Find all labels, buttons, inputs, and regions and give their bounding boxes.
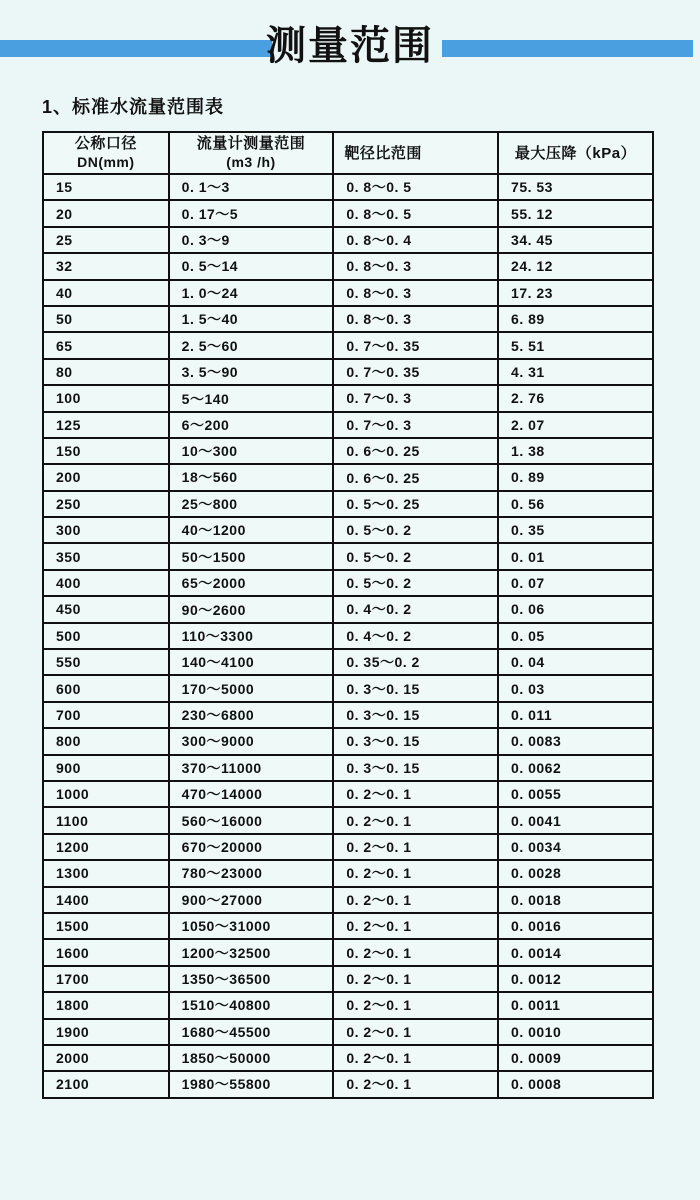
cell-nominal-diameter: 2100 — [43, 1071, 169, 1097]
cell-flow-range: 50～1500 — [169, 543, 334, 569]
cell-max-pressure-drop: 0. 0018 — [498, 887, 653, 913]
cell-target-ratio-range: 0. 2～0. 1 — [333, 1045, 498, 1071]
cell-target-ratio-range: 0. 2～0. 1 — [333, 992, 498, 1018]
cell-nominal-diameter: 500 — [43, 623, 169, 649]
table-row — [43, 596, 653, 622]
table-row — [43, 1045, 653, 1071]
cell-nominal-diameter: 125 — [43, 412, 169, 438]
cell-flow-range: 1. 5～40 — [169, 306, 334, 332]
header-flow-range-line1: 流量计测量范围 — [196, 135, 306, 152]
table-row — [43, 623, 653, 649]
cell-nominal-diameter: 200 — [43, 464, 169, 490]
cell-flow-range: 140～4100 — [169, 649, 334, 675]
cell-target-ratio-range: 0. 8～0. 3 — [333, 306, 498, 332]
cell-nominal-diameter: 25 — [43, 227, 169, 253]
cell-max-pressure-drop: 75. 53 — [498, 174, 653, 200]
cell-nominal-diameter: 65 — [43, 332, 169, 358]
cell-target-ratio-range: 0. 2～0. 1 — [333, 860, 498, 886]
table-row — [43, 543, 653, 569]
table-row — [43, 1071, 653, 1097]
table-row — [43, 860, 653, 886]
cell-max-pressure-drop: 0. 56 — [498, 491, 653, 517]
cell-nominal-diameter: 300 — [43, 517, 169, 543]
cell-nominal-diameter: 450 — [43, 596, 169, 622]
cell-max-pressure-drop: 5. 51 — [498, 332, 653, 358]
cell-flow-range: 1350～36500 — [169, 966, 334, 992]
table-row — [43, 359, 653, 385]
cell-nominal-diameter: 1200 — [43, 834, 169, 860]
cell-max-pressure-drop: 0. 0012 — [498, 966, 653, 992]
cell-nominal-diameter: 1500 — [43, 913, 169, 939]
cell-target-ratio-range: 0. 7～0. 35 — [333, 359, 498, 385]
cell-nominal-diameter: 1100 — [43, 807, 169, 833]
page-title: 测量范围 — [266, 24, 434, 68]
cell-max-pressure-drop: 0. 0034 — [498, 834, 653, 860]
table-row — [43, 966, 653, 992]
table-row — [43, 728, 653, 754]
cell-nominal-diameter: 80 — [43, 359, 169, 385]
cell-flow-range: 1510～40800 — [169, 992, 334, 1018]
cell-flow-range: 3. 5～90 — [169, 359, 334, 385]
cell-flow-range: 5～140 — [169, 385, 334, 411]
cell-max-pressure-drop: 0. 0016 — [498, 913, 653, 939]
cell-max-pressure-drop: 0. 04 — [498, 649, 653, 675]
cell-target-ratio-range: 0. 3～0. 15 — [333, 702, 498, 728]
cell-max-pressure-drop: 0. 0009 — [498, 1045, 653, 1071]
cell-target-ratio-range: 0. 6～0. 25 — [333, 438, 498, 464]
title-banner — [0, 0, 700, 80]
cell-flow-range: 560～16000 — [169, 807, 334, 833]
header-flow-range-line2: (m3 /h) — [226, 154, 276, 170]
cell-nominal-diameter: 900 — [43, 755, 169, 781]
table-row — [43, 939, 653, 965]
cell-target-ratio-range: 0. 3～0. 15 — [333, 728, 498, 754]
cell-target-ratio-range: 0. 7～0. 3 — [333, 385, 498, 411]
cell-flow-range: 10～300 — [169, 438, 334, 464]
table-row — [43, 491, 653, 517]
cell-target-ratio-range: 0. 35～0. 2 — [333, 649, 498, 675]
table-row — [43, 781, 653, 807]
cell-flow-range: 90～2600 — [169, 596, 334, 622]
cell-flow-range: 1. 0～24 — [169, 280, 334, 306]
cell-flow-range: 1850～50000 — [169, 1045, 334, 1071]
header-nominal-diameter-line2: DN(mm) — [77, 154, 135, 170]
cell-target-ratio-range: 0. 5～0. 25 — [333, 491, 498, 517]
cell-nominal-diameter: 150 — [43, 438, 169, 464]
cell-max-pressure-drop: 0. 0028 — [498, 860, 653, 886]
table-row — [43, 200, 653, 226]
cell-target-ratio-range: 0. 3～0. 15 — [333, 755, 498, 781]
section-heading: 1、标准水流量范围表 — [42, 97, 225, 117]
table-row — [43, 807, 653, 833]
cell-max-pressure-drop: 0. 03 — [498, 675, 653, 701]
cell-nominal-diameter: 350 — [43, 543, 169, 569]
table-body — [43, 174, 653, 1098]
cell-nominal-diameter: 550 — [43, 649, 169, 675]
cell-flow-range: 900～27000 — [169, 887, 334, 913]
cell-target-ratio-range: 0. 8～0. 3 — [333, 280, 498, 306]
cell-flow-range: 300～9000 — [169, 728, 334, 754]
cell-max-pressure-drop: 24. 12 — [498, 253, 653, 279]
cell-max-pressure-drop: 0. 011 — [498, 702, 653, 728]
cell-target-ratio-range: 0. 3～0. 15 — [333, 675, 498, 701]
table-row — [43, 227, 653, 253]
cell-nominal-diameter: 1700 — [43, 966, 169, 992]
table-row — [43, 438, 653, 464]
table-row — [43, 675, 653, 701]
cell-flow-range: 1680～45500 — [169, 1019, 334, 1045]
cell-flow-range: 470～14000 — [169, 781, 334, 807]
table-row — [43, 755, 653, 781]
cell-flow-range: 0. 3～9 — [169, 227, 334, 253]
cell-max-pressure-drop: 2. 76 — [498, 385, 653, 411]
table-row — [43, 649, 653, 675]
cell-flow-range: 110～3300 — [169, 623, 334, 649]
cell-nominal-diameter: 1400 — [43, 887, 169, 913]
cell-nominal-diameter: 1300 — [43, 860, 169, 886]
cell-target-ratio-range: 0. 5～0. 2 — [333, 543, 498, 569]
table-row — [43, 702, 653, 728]
cell-target-ratio-range: 0. 8～0. 5 — [333, 174, 498, 200]
cell-target-ratio-range: 0. 2～0. 1 — [333, 887, 498, 913]
cell-max-pressure-drop: 0. 0014 — [498, 939, 653, 965]
cell-nominal-diameter: 1000 — [43, 781, 169, 807]
header-max-pressure-drop-label: 最大压降（kPa） — [514, 144, 637, 162]
table-row — [43, 913, 653, 939]
table-header-row — [43, 132, 653, 174]
cell-nominal-diameter: 400 — [43, 570, 169, 596]
cell-flow-range: 1980～55800 — [169, 1071, 334, 1097]
header-target-ratio-range-label: 靶径比范围 — [344, 144, 422, 162]
header-nominal-diameter-line1: 公称口径 — [74, 135, 137, 152]
cell-flow-range: 6～200 — [169, 412, 334, 438]
cell-nominal-diameter: 40 — [43, 280, 169, 306]
cell-max-pressure-drop: 0. 0055 — [498, 781, 653, 807]
cell-nominal-diameter: 800 — [43, 728, 169, 754]
cell-max-pressure-drop: 0. 05 — [498, 623, 653, 649]
cell-target-ratio-range: 0. 7～0. 3 — [333, 412, 498, 438]
cell-target-ratio-range: 0. 2～0. 1 — [333, 781, 498, 807]
table-row — [43, 570, 653, 596]
cell-flow-range: 230～6800 — [169, 702, 334, 728]
header-max-pressure-drop — [498, 132, 653, 174]
header-target-ratio-range — [333, 132, 498, 174]
table-row — [43, 280, 653, 306]
cell-flow-range: 170～5000 — [169, 675, 334, 701]
table-row — [43, 306, 653, 332]
cell-target-ratio-range: 0. 6～0. 25 — [333, 464, 498, 490]
title-bar-right-decoration — [442, 40, 693, 57]
cell-max-pressure-drop: 0. 0083 — [498, 728, 653, 754]
cell-flow-range: 1050～31000 — [169, 913, 334, 939]
cell-max-pressure-drop: 4. 31 — [498, 359, 653, 385]
flow-range-table — [42, 131, 654, 1099]
table-row — [43, 1019, 653, 1045]
cell-max-pressure-drop: 0. 35 — [498, 517, 653, 543]
table-row — [43, 385, 653, 411]
cell-target-ratio-range: 0. 2～0. 1 — [333, 913, 498, 939]
cell-target-ratio-range: 0. 8～0. 3 — [333, 253, 498, 279]
cell-target-ratio-range: 0. 2～0. 1 — [333, 1071, 498, 1097]
cell-nominal-diameter: 1800 — [43, 992, 169, 1018]
cell-flow-range: 65～2000 — [169, 570, 334, 596]
cell-nominal-diameter: 700 — [43, 702, 169, 728]
cell-target-ratio-range: 0. 5～0. 2 — [333, 570, 498, 596]
cell-target-ratio-range: 0. 2～0. 1 — [333, 966, 498, 992]
cell-nominal-diameter: 15 — [43, 174, 169, 200]
cell-max-pressure-drop: 0. 01 — [498, 543, 653, 569]
cell-max-pressure-drop: 2. 07 — [498, 412, 653, 438]
table-row — [43, 992, 653, 1018]
cell-max-pressure-drop: 0. 0008 — [498, 1071, 653, 1097]
header-nominal-diameter — [43, 132, 169, 174]
table-row — [43, 887, 653, 913]
cell-flow-range: 0. 1～3 — [169, 174, 334, 200]
cell-target-ratio-range: 0. 5～0. 2 — [333, 517, 498, 543]
cell-flow-range: 25～800 — [169, 491, 334, 517]
cell-max-pressure-drop: 0. 06 — [498, 596, 653, 622]
cell-max-pressure-drop: 6. 89 — [498, 306, 653, 332]
cell-flow-range: 40～1200 — [169, 517, 334, 543]
cell-max-pressure-drop: 0. 0011 — [498, 992, 653, 1018]
cell-target-ratio-range: 0. 2～0. 1 — [333, 1019, 498, 1045]
cell-nominal-diameter: 2000 — [43, 1045, 169, 1071]
cell-nominal-diameter: 250 — [43, 491, 169, 517]
cell-flow-range: 370～11000 — [169, 755, 334, 781]
cell-flow-range: 18～560 — [169, 464, 334, 490]
cell-flow-range: 1200～32500 — [169, 939, 334, 965]
cell-flow-range: 780～23000 — [169, 860, 334, 886]
cell-flow-range: 0. 5～14 — [169, 253, 334, 279]
table-row — [43, 253, 653, 279]
cell-max-pressure-drop: 1. 38 — [498, 438, 653, 464]
cell-nominal-diameter: 50 — [43, 306, 169, 332]
cell-max-pressure-drop: 17. 23 — [498, 280, 653, 306]
table-row — [43, 517, 653, 543]
cell-target-ratio-range: 0. 8～0. 4 — [333, 227, 498, 253]
cell-target-ratio-range: 0. 4～0. 2 — [333, 623, 498, 649]
cell-max-pressure-drop: 0. 0010 — [498, 1019, 653, 1045]
cell-target-ratio-range: 0. 2～0. 1 — [333, 834, 498, 860]
table-row — [43, 464, 653, 490]
table-row — [43, 174, 653, 200]
cell-target-ratio-range: 0. 7～0. 35 — [333, 332, 498, 358]
cell-nominal-diameter: 20 — [43, 200, 169, 226]
cell-max-pressure-drop: 0. 0041 — [498, 807, 653, 833]
cell-target-ratio-range: 0. 8～0. 5 — [333, 200, 498, 226]
cell-max-pressure-drop: 55. 12 — [498, 200, 653, 226]
cell-nominal-diameter: 600 — [43, 675, 169, 701]
cell-max-pressure-drop: 34. 45 — [498, 227, 653, 253]
cell-flow-range: 0. 17～5 — [169, 200, 334, 226]
cell-nominal-diameter: 32 — [43, 253, 169, 279]
cell-max-pressure-drop: 0. 89 — [498, 464, 653, 490]
cell-flow-range: 2. 5～60 — [169, 332, 334, 358]
cell-nominal-diameter: 1900 — [43, 1019, 169, 1045]
cell-flow-range: 670～20000 — [169, 834, 334, 860]
cell-nominal-diameter: 100 — [43, 385, 169, 411]
table-row — [43, 332, 653, 358]
cell-max-pressure-drop: 0. 07 — [498, 570, 653, 596]
cell-nominal-diameter: 1600 — [43, 939, 169, 965]
cell-target-ratio-range: 0. 4～0. 2 — [333, 596, 498, 622]
header-flow-range — [169, 132, 334, 174]
cell-target-ratio-range: 0. 2～0. 1 — [333, 807, 498, 833]
cell-max-pressure-drop: 0. 0062 — [498, 755, 653, 781]
table-header — [43, 132, 653, 174]
table-row — [43, 834, 653, 860]
table-row — [43, 412, 653, 438]
cell-target-ratio-range: 0. 2～0. 1 — [333, 939, 498, 965]
